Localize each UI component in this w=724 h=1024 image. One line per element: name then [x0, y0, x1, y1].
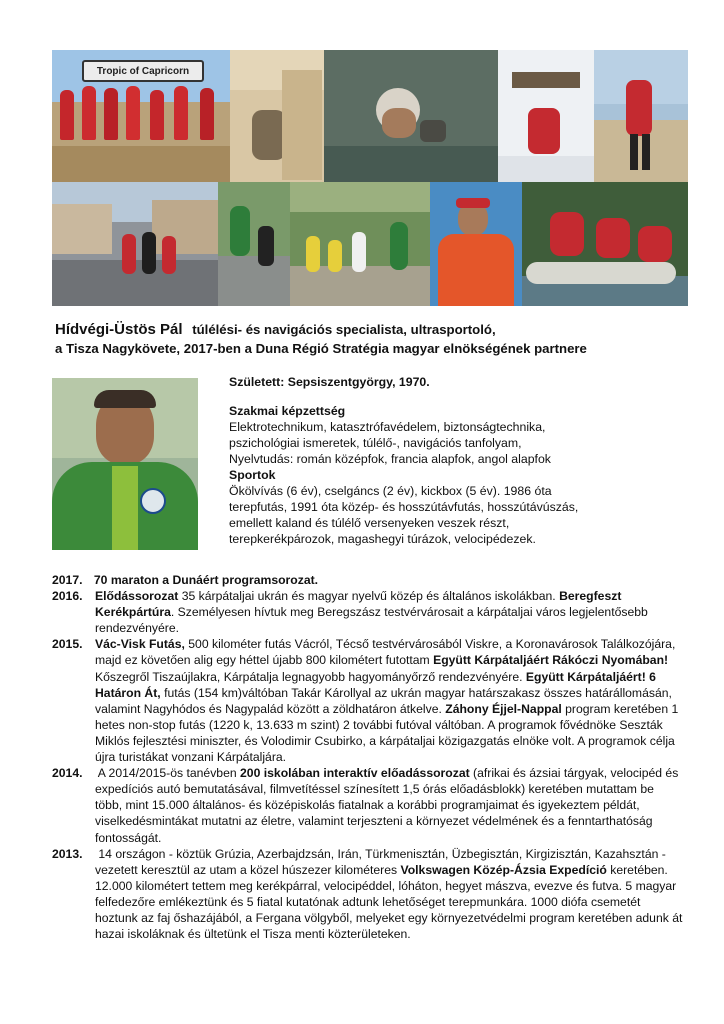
timeline-entry-2013: 2013. 14 országon - köztük Grúzia, Azerbajdzsán, Irán, Türkmenisztán, Üzbegisztán, Kirgizisztán, Kazahsztán - vezetett keresztül az utam a közel húszezer kilométeres Volkswagen Közép-Ázsia Expedíció keretében. 12.000 kilométert tettem meg kerékpárral, velocipéddel, lóháton, hegyet mászva, evezve és futva. 5 magyar felfedezőre emlékeztünk és 5 fiatal kutatónak adtunk lehetőséget terepmunkára. 1000 diófa csemetét hoztunk az faj őshazájából, a Fergana völgyből, melyeket egy környezetvédelmi program keretében adunk át hazai iskoláknak és ültetünk el Tisza menti közterületeken.	[52, 846, 683, 942]
entry-year: 2013.	[52, 846, 83, 861]
portrait-photo	[52, 378, 198, 550]
photo-kayak	[522, 182, 688, 306]
photo-tropic-team	[52, 50, 230, 182]
entry-year: 2017.	[52, 573, 83, 587]
training-title: Szakmai képzettség	[229, 404, 346, 418]
birth-info: Született: Sepsiszentgyörgy, 1970.	[229, 375, 430, 389]
photo-athlete-portrait	[430, 182, 522, 306]
timeline-entry-2017	[52, 572, 684, 588]
heading-line-2: a Tisza Nagykövete, 2017-ben a Duna Régió Stratégia magyar elnökségének partnere	[55, 341, 587, 356]
tropic-of-capricorn-sign: Tropic of Capricorn	[82, 60, 204, 82]
photo-desert-hiker	[230, 50, 324, 182]
photo-children-run	[290, 182, 430, 306]
achievements-timeline	[52, 572, 684, 942]
training-line: pszichológiai ismeretek, túlélő-, navigációs tanfolyam,	[229, 436, 522, 450]
person-name: Hídvégi-Üstös Pál	[55, 321, 183, 338]
photo-collage	[52, 50, 688, 306]
photo-swimmer	[324, 50, 498, 182]
sports-line: terepfutás, 1991 óta közép- és hosszútávfutás, hosszútávúszás,	[229, 500, 579, 514]
timeline-entry-2015: 2015. Vác-Visk Futás, 500 kilométer futás Vácról, Técső testvérvárosából Viskre, a Koronavárosok Találkozójára, majd ez követően alig egy héttel újabb 800 kilométert futottam Együtt Kárpátaljáért Rákóczi Nyomában! Kőszegről Tiszaújlakra, Kárpátalja legnagyobb hagyományőrző rendezvényére. Együtt Kárpátaljáért! 6 Határon Át, futás (154 km)váltóban Takár Károllyal az ukrán magyar határszakasz összes határállomásán, valamint Nagyhódos és Nagypalád között a zöldhatáron átkelve. Záhony Éjjel-Nappal program keretében 1 hetes non-stop futás (1220 k, 13.633 m szint) 2 további futóval váltóban. A programok fővédnöke Seszták Miklós fejlesztési miniszter, és Volodimir Csubirko, a kárpátaljai közigazgatás elnöke volt. A programok célja újra turistákat vonzani Kárpátaljára.	[52, 637, 679, 765]
profile-heading	[55, 320, 695, 358]
sports-line: emellett kaland és túlélő versenyeken veszek részt,	[229, 516, 510, 530]
photo-city-run	[52, 182, 218, 306]
entry-title: 70 maraton a Dunáért programsorozat.	[93, 573, 319, 587]
sports-line: terepkerékpározok, magashegyi túrázok, velocipédezek.	[229, 532, 536, 546]
heading-title-rest: túlélési- és navigációs specialista, ultrasportoló,	[192, 322, 496, 337]
training-line: Nyelvtudás: román középfok, francia alapfok, angol alapfok	[229, 452, 551, 466]
photo-mountain-summit	[498, 50, 594, 182]
profile-info	[229, 374, 669, 560]
training-line: Elektrotechnikum, katasztrófavédelem, biztonságtechnika,	[229, 420, 546, 434]
sports-title: Sportok	[229, 468, 276, 482]
sports-line: Ökölvívás (6 év), cselgáncs (2 év), kickbox (5 év). 1986 óta	[229, 484, 552, 498]
photo-road-runner	[218, 182, 290, 306]
training-section	[229, 403, 669, 547]
timeline-entry-2016: 2016. Elődássorozat 35 kárpátaljai ukrán és magyar nyelvű közép és általános iskolákban. Beregfeszt Kerékpártúra. Személyesen hívtuk meg Beregszász testvérvárosait a kárpátaljai város legjelentősebb rendezvényére.	[52, 589, 648, 636]
entry-year: 2015.	[52, 637, 83, 652]
photo-beach-runner	[594, 50, 688, 182]
entry-year: 2016.	[52, 589, 83, 604]
entry-year: 2014.	[52, 766, 83, 781]
timeline-entry-2014: 2014. A 2014/2015-ös tanévben 200 iskolában interaktív előadássorozat (afrikai és ázsiai tárgyak, velocipéd és expedíciós autó bemutatásával, filmvetítéssel színesített 1,5 órás előadásblokk) keretében mutattam be több, mint 15.000 általános- és középiskolás fiatalnak a korábbi programjaimat és igyekeztem példát, viselkedésmintákat mutatni az életre, valamint terjeszteni a környezet védelmének és a fenntarthatóság fontosságát.	[52, 766, 679, 845]
heading-line-1	[55, 320, 695, 339]
